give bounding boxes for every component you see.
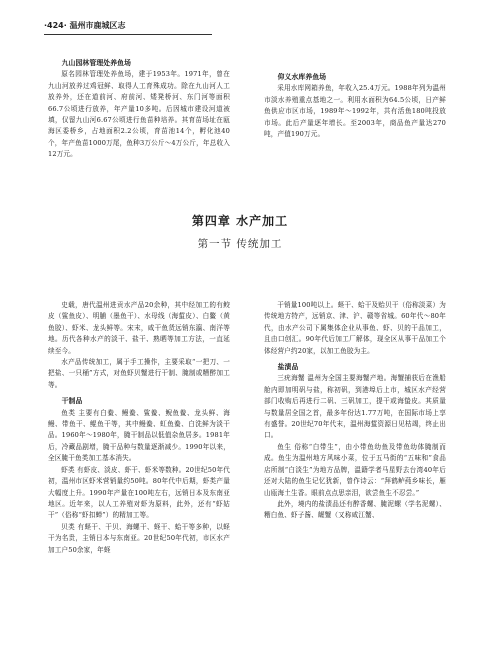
body-right-column [264, 300, 446, 522]
fish-farm-subhead: 九山园林管理处养鱼场 [61, 59, 132, 67]
salted-products-subhead: 盐渍品 [277, 363, 299, 372]
running-head [44, 20, 244, 31]
body-paragraph: 三疣海蟹 温州为全国主要海蟹产地。海蟹捕获后在渔船舱内即加明矾与盐，称初矾，到港埠后上市，城区水产经营部门收购后再进行二矾、三矾加工，提干或海蛰皮。其质量与数量居全国之首，最多年份达1.77万吨，在国际市场上享有盛誉。20世纪70年代末，温州海蜇资源日见枯竭，终止出口。 [264, 374, 446, 440]
body-paragraph: 干销量100吨以上。蛏干、蛤干及贻贝干（俗称淡菜）为传统地方特产，远销京、津、沪、赣等省城。60年代～80年代，由水产公司下属集体企业从事鱼、虾、贝的干品加工，且由口创汇。90年代后加工厂解体，现全区从事干品加工个体经营户约20家，以加工鱼胶为主。 [264, 301, 446, 355]
dried-products-subhead: 干制品 [61, 397, 83, 406]
header-rule [44, 34, 212, 35]
body-paragraph: 贝类 有蛏干、干贝、海螺干、蛏干、蛤干等多种，以蛏干为名贵，主销日本与东南亚。20世纪50年代初，市区水产加工户50余家，年蛏 [48, 522, 230, 554]
reservoir-paragraph: 采用水库网箱养鱼，年收入25.4万元。1988年列为温州市淡水养殖重点基地之一。利用水面积为64.5公顷，日产鲜鱼供应市区市场，1989年～1992年，共有活鱼180吨投放市场。此后产量逐年增长。至2003年，商品鱼产量达270吨，产值190万元。 [264, 84, 446, 139]
fish-farm-paragraph: 原名园林管理处养鱼场，建于1953年。1971年，曾在九山河放养过鸡冠鲜、取得人工育殊成功。除在九山河人工放养外，还在道前河、府前河、矮凳桥河、东门河等面积66.7公顷进行放养，年产量10多吨。后因城市建设河道被填，仅留九山河6.67公顷进行鱼苗种培养。其育苗场址在瓯海区委桥乡，占地面积2.2公顷，育苗池14个，孵化池40个，年产鱼苗1000万尾，鱼种3万公斤～4万公斤，年总收入12万元。 [48, 70, 230, 159]
body-left-column [48, 300, 230, 556]
chapter-title: 第四章 水产加工 [191, 214, 289, 228]
body-paragraph: 虾类 有虾皮、淡皮、虾干、虾米等数种。20世纪50年代初，温州市区虾米营销量约50吨。80年代中后期，虾类产量大幅度上升。1990年产量在100吨左右，远销日本及东南亚地区。近年来，以人工养殖对虾为原料，此外，还有“虾姑干”（俗称“虾扣蝉”）的精加工等。 [48, 465, 230, 520]
body-paragraph: 鱼类 主要有白鲞、鳗鲞、鲨鲞、鲵鱼鲞、龙头鲜、海鳗、带鱼干、鲲鱼干等，其中鳗鲞、虹鱼鲞、白洗鲜为淡干品。1960年～1980年，腌干制品以低值杂鱼居多。1981年后，冷藏品剧增，腌干品种与数量逐渐减少。1990年以来，全区腌干鱼类加工基本消失。 [48, 408, 230, 463]
body-paragraph: 鱼生 俗称“白带生”，由小带鱼幼鱼及带鱼幼体腌制而成。鱼生为温州地方风味小菜，位于五马街的“五味和”食品店所制“白淡生”为地方品牌，温籍学者马星野去台湾40年后还对大陆的鱼生记忆犹新，曾作诗云：“拜鹤鲈莼乡味长，雁山瓯海土生香。眼前点点思亲泪，欲尝鱼生不忍尝。” [264, 442, 446, 497]
body-paragraph: 此外，境内的盐渍品还有醉香螺、腌泥螺（学名泥螺）、糟白鱼、虾子酱、龌蟹（又称咸江蟹、 [264, 499, 446, 520]
body-paragraph: 水产品传统加工，属于手工操作，主要采取“一把刀、一把盐、一只桶”方式，对鱼虾贝蟹进行干制、腌制或糟醉加工等。 [48, 358, 230, 389]
top-right-column [264, 72, 446, 140]
running-head-text: ·424· 温州市鹿城区志 [44, 21, 126, 30]
reservoir-subhead: 仰义水库养鱼场 [277, 73, 327, 81]
body-paragraph: 史载，唐代温州进贡水产品20余种，其中经加工的有鲛皮（鲨鱼皮）、明脯（墨鱼干）、水母线（海蜇皮）、白鳖（黄鱼胶）、虾米、龙头鲜等。宋末，咸干鱼货远销东瀛、南洋等地。历代各种水产的淡干、盐干、熟晒等加工方法，一直延续至今。 [48, 301, 230, 355]
top-left-column [48, 58, 230, 161]
section-title: 第一节 传统加工 [197, 238, 283, 250]
